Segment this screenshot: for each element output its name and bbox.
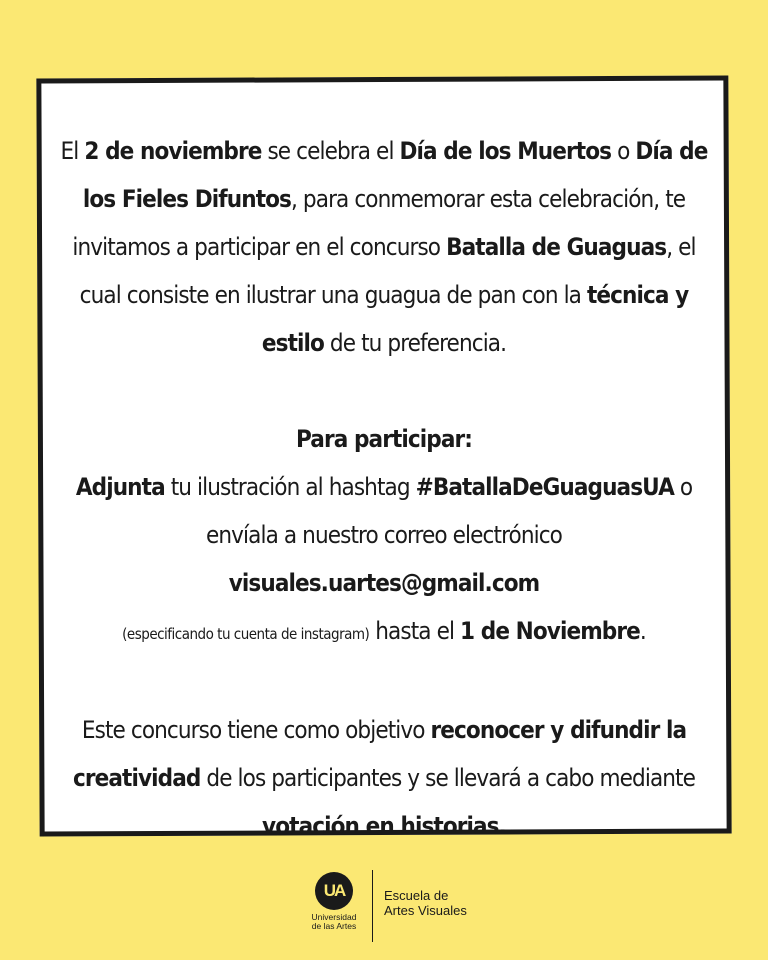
university-name-line-2: de las Artes	[311, 921, 357, 931]
intro-text-4: , para conmemorar esta celebración, te invitamos a participar en el concurso	[72, 185, 686, 261]
intro-holiday-2: Día de los Fieles Difuntos	[82, 137, 708, 213]
objective-goal: reconocer y difundir la creatividad	[72, 716, 687, 792]
objective-text-2: de los participantes y se llevará a cabo mediante	[200, 764, 696, 792]
deadline-date: 1 de Noviembre	[460, 617, 640, 645]
objective-text-1: Este concurso tiene como objetivo	[81, 716, 431, 744]
contest-name: Batalla de Guaguas	[446, 233, 667, 261]
hashtag: #BatallaDeGuaguasUA	[415, 473, 674, 501]
spacer	[50, 658, 718, 706]
objective-paragraph	[50, 706, 718, 850]
intro-text-2: se celebra el	[261, 137, 400, 165]
intro-text-5: , el cual consiste en ilustrar una guagua de pan con la	[79, 233, 696, 309]
university-name-line-1: Universidad	[311, 912, 357, 922]
participate-heading: Para participar:	[296, 425, 472, 453]
participate-text-1: tu ilustración al hashtag	[164, 473, 416, 501]
contact-email: visuales.uartes@gmail.com	[228, 569, 540, 597]
intro-text-6: de tu preferencia.	[323, 329, 507, 357]
objective-voting: votación en historias.	[262, 812, 506, 840]
intro-date: 2 de noviembre	[84, 137, 262, 165]
intro-text-1: El	[60, 137, 85, 165]
spacer	[50, 367, 718, 415]
school-name	[384, 888, 467, 918]
school-name-line-2: Artes Visuales	[384, 903, 467, 918]
participate-verb: Adjunta	[75, 473, 165, 501]
intro-holiday-1: Día de los Muertos	[399, 137, 612, 165]
ua-logo-icon: UA	[315, 872, 353, 910]
participate-text-2: o envíala a nuestro correo electrónico	[206, 473, 693, 549]
intro-text-3: o	[611, 137, 636, 165]
university-logo	[306, 872, 362, 931]
participate-text-4: .	[639, 617, 646, 645]
footer-divider	[372, 870, 373, 942]
participate-paragraph	[50, 463, 718, 658]
intro-paragraph	[50, 127, 718, 367]
footer	[0, 860, 768, 950]
participate-text-3: hasta el	[369, 617, 461, 645]
announcement-text	[50, 127, 718, 850]
school-name-line-1: Escuela de	[384, 888, 449, 903]
participate-note: (especificando tu cuenta de instagram)	[122, 625, 370, 643]
intro-technique: técnica y estilo	[261, 281, 689, 357]
university-name	[306, 913, 362, 931]
